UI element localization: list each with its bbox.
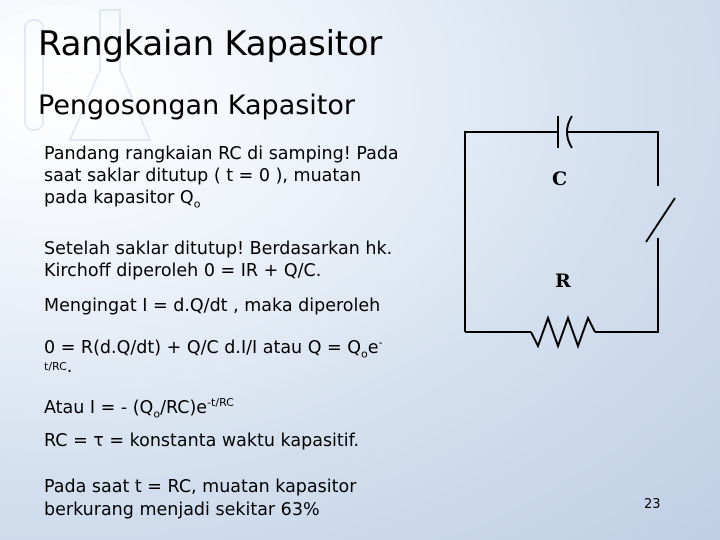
wire-right-down bbox=[595, 238, 658, 332]
para1-line1: Pandang rangkaian RC di samping! Pada bbox=[44, 144, 399, 164]
para1-line3 bbox=[44, 187, 200, 216]
final-line2: berkurang menjadi sekitar 63% bbox=[44, 500, 320, 520]
para2-line1: Setelah saklar ditutup! Berdasarkan hk. bbox=[44, 239, 393, 259]
page-number: 23 bbox=[644, 497, 661, 512]
equation-1-period: . bbox=[66, 357, 73, 377]
equation-2-prefix: Atau I = - (Q bbox=[44, 397, 154, 418]
equation-2-mid: /RC)e bbox=[160, 397, 208, 418]
resistor-zigzag bbox=[531, 318, 595, 346]
equation-1-sup: - bbox=[378, 336, 383, 349]
equation-1-sub: o bbox=[361, 347, 368, 361]
equation-2-sub: o bbox=[153, 407, 161, 421]
final-line1: Pada saat t = RC, muatan kapasitor bbox=[44, 477, 357, 497]
para1-line3-text: pada kapasitor Q bbox=[44, 188, 194, 208]
capacitor-label: C bbox=[552, 168, 568, 190]
wire-top-right bbox=[566, 132, 658, 186]
equation-1-exponent-cont: t/RC bbox=[44, 360, 67, 373]
para1-subscript: o bbox=[193, 197, 201, 211]
equation-2 bbox=[44, 392, 234, 425]
slide-title: Rangkaian Kapasitor bbox=[38, 24, 382, 64]
equation-1 bbox=[44, 332, 383, 365]
para2-line2: Kirchoff diperoleh 0 = IR + Q/C. bbox=[44, 261, 322, 281]
para1-line2: saat saklar ditutup ( t = 0 ), muatan bbox=[44, 166, 362, 186]
wire-top-left bbox=[465, 132, 558, 332]
equation-1-e: e bbox=[367, 337, 379, 358]
switch-blade bbox=[646, 198, 675, 242]
equation-1-main: 0 = R(d.Q/dt) + Q/C d.I/I atau Q = Q bbox=[44, 337, 362, 358]
rc-definition: RC = τ = konstanta waktu kapasitif. bbox=[44, 431, 360, 451]
para3: Mengingat I = d.Q/dt , maka diperoleh bbox=[44, 296, 381, 316]
rc-circuit-diagram bbox=[450, 110, 690, 355]
resistor-label: R bbox=[555, 270, 571, 292]
slide-subtitle: Pengosongan Kapasitor bbox=[38, 90, 356, 121]
equation-2-sup: -t/RC bbox=[207, 396, 234, 409]
equation-1-continuation bbox=[44, 356, 72, 378]
